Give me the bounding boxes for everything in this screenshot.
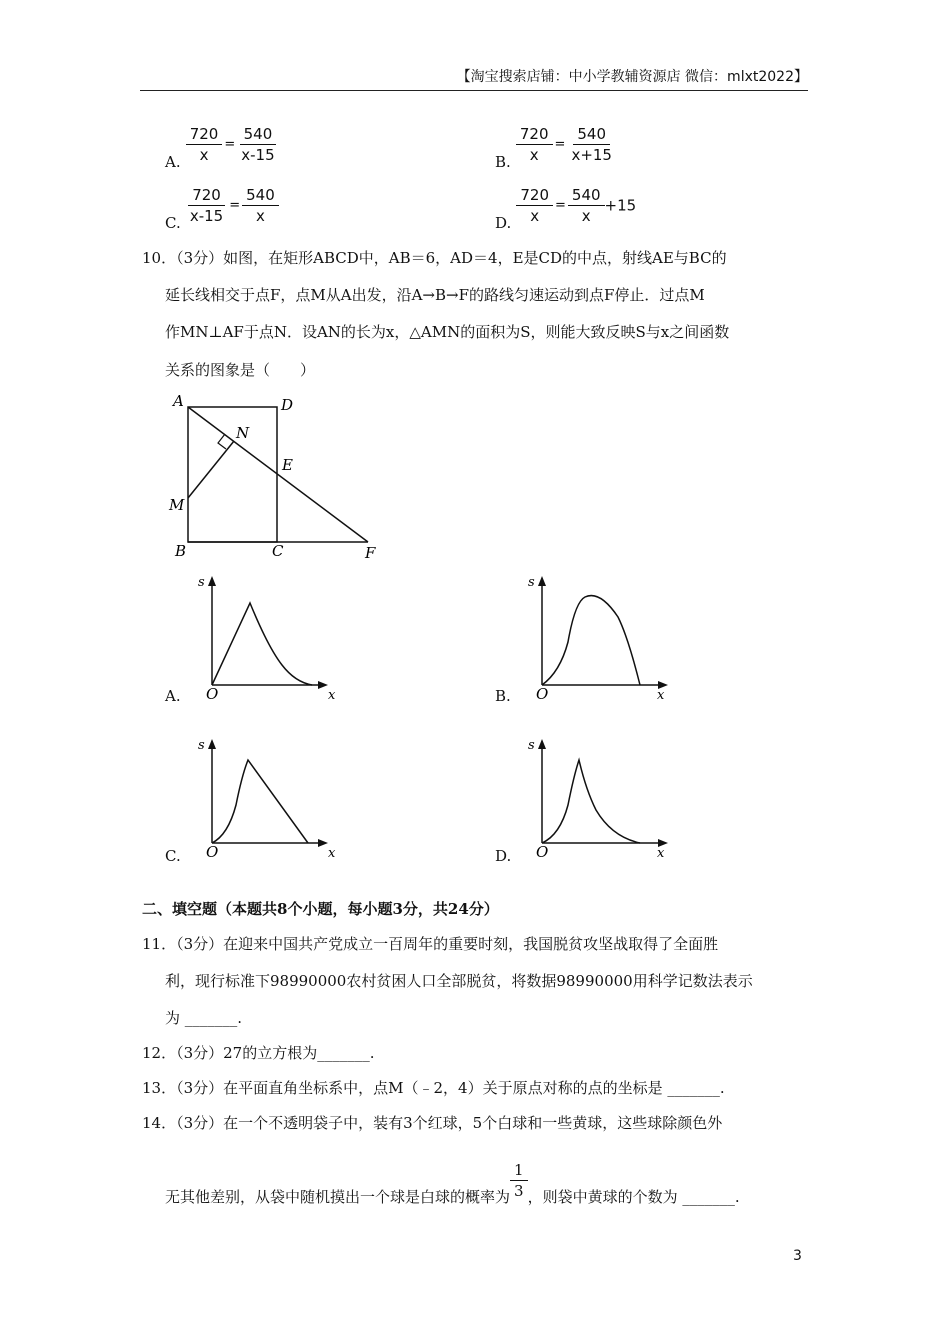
denominator: 3 [514,1182,524,1200]
denominator: x [529,146,539,164]
graph-option-b[interactable] [520,572,680,707]
label-e: E [282,456,293,474]
q11-line-2: 利，现行标准下98990000农村贫困人口全部脱贫，将数据98990000用科学记数法表示 [165,972,753,990]
q14-text-after: ，则袋中黄球的个数为 _______. [527,1187,740,1206]
right-angle-mark [218,434,226,449]
x-axis-arrow [318,839,328,847]
fraction-right [568,185,605,226]
y-axis-arrow [208,576,216,586]
label-n: N [236,424,250,442]
label-m: M [169,496,185,514]
denominator: x-15 [189,207,224,225]
q9-option-b[interactable] [495,124,616,171]
axis-label-x: x [328,846,336,861]
denominator: x [530,207,540,225]
q14-line-1: 14．（3分）在一个不透明袋子中，装有3个红球，5个白球和一些黄球，这些球除颜色外 [142,1114,723,1132]
fraction-right [242,185,279,226]
numerator: 540 [240,124,277,145]
section-2-title: 二、填空题（本题共8个小题，每小题3分，共24分） [142,900,499,918]
probability-fraction [510,1160,528,1201]
curve [212,760,308,843]
q10-geometry-figure [160,390,400,570]
graph-option-a[interactable] [190,572,350,707]
numerator: 720 [516,185,553,206]
curve [542,596,640,685]
segment-mn [188,441,234,498]
numerator: 720 [186,124,223,145]
label-f: F [365,544,376,562]
header-text: 【淘宝搜索店铺：中小学教辅资源店 微信：mlxt2022】 [456,69,808,85]
numerator: 540 [568,185,605,206]
origin-label: O [206,685,219,703]
equals-sign: = [554,137,566,152]
fraction-right [567,124,616,165]
axis-label-s: s [198,575,205,590]
q13-line: 13．（3分）在平面直角坐标系中，点M（﹣2，4）关于原点对称的点的坐标是 _______. [142,1079,725,1097]
denominator: x [199,146,209,164]
denominator: x [581,207,591,225]
page-header [140,62,808,91]
page-number: 3 [793,1248,802,1264]
fraction-left [516,124,553,165]
q10-line-1: 10．（3分）如图，在矩形ABCD中，AB＝6，AD＝4，E是CD的中点，射线AE与BC的 [142,249,727,267]
q10-line-2: 延长线相交于点F，点M从A出发，沿A→B→F的路线匀速运动到点F停止．过点M [165,286,705,304]
q14-text-before: 无其他差别，从袋中随机摸出一个球是白球的概率为 [165,1187,511,1206]
denominator: x [255,207,265,225]
q9-option-a[interactable] [165,124,279,171]
label-a: A [173,392,184,410]
numerator: 720 [516,124,553,145]
q12-line: 12．（3分）27的立方根为_______. [142,1044,375,1062]
denominator: x-15 [241,146,275,164]
numerator: 540 [573,124,610,145]
fraction-left [186,124,223,165]
origin-label: O [536,843,549,861]
option-label: A. [165,153,181,171]
x-axis-arrow [318,681,328,689]
option-label: B. [495,153,511,171]
graph-option-b-label[interactable]: B. [495,687,511,705]
q9-option-c[interactable] [165,185,279,232]
q10-line-4: 关系的图象是（ ） [165,361,316,379]
option-label: D. [495,214,512,232]
axis-label-x: x [657,688,665,703]
q11-line-1: 11．（3分）在迎来中国共产党成立一百周年的重要时刻，我国脱贫攻坚战取得了全面胜 [142,935,719,953]
origin-label: O [206,843,219,861]
label-c: C [272,542,284,560]
graph-option-c[interactable] [190,735,350,870]
label-d: D [281,396,294,414]
y-axis-arrow [208,739,216,749]
numerator: 540 [242,185,279,206]
label-b: B [175,542,187,560]
fraction-left [186,185,227,226]
rectangle-abcd [188,407,277,542]
equals-sign: = [224,137,236,152]
origin-label: O [536,685,549,703]
graph-option-d-label[interactable]: D. [495,847,512,865]
ray-af [188,407,368,542]
denominator: x+15 [571,146,612,164]
numerator: 720 [188,185,225,206]
curve [212,603,312,685]
curve [542,760,640,843]
graph-option-d[interactable] [520,735,680,870]
q11-line-3: 为 _______. [165,1009,243,1027]
axis-label-s: s [198,738,205,753]
q10-line-3: 作MN⊥AF于点N．设AN的长为x，△AMN的面积为S，则能大致反映S与x之间函数 [165,323,730,341]
fraction-left [516,185,553,226]
y-axis-arrow [538,576,546,586]
q9-option-d[interactable] [495,185,637,232]
axis-label-x: x [328,688,336,703]
y-axis-arrow [538,739,546,749]
numerator: 1 [510,1160,528,1181]
equals-sign: = [555,198,566,213]
graph-option-a-label[interactable]: A. [165,687,181,705]
fraction-right [237,124,278,165]
q14-line-2 [165,1160,740,1206]
axis-label-x: x [657,846,665,861]
axis-label-s: s [528,575,535,590]
equals-sign: = [229,198,241,213]
option-label: C. [165,214,181,232]
graph-option-c-label[interactable]: C. [165,847,181,865]
tail-term: +15 [604,196,637,215]
axis-label-s: s [528,738,535,753]
